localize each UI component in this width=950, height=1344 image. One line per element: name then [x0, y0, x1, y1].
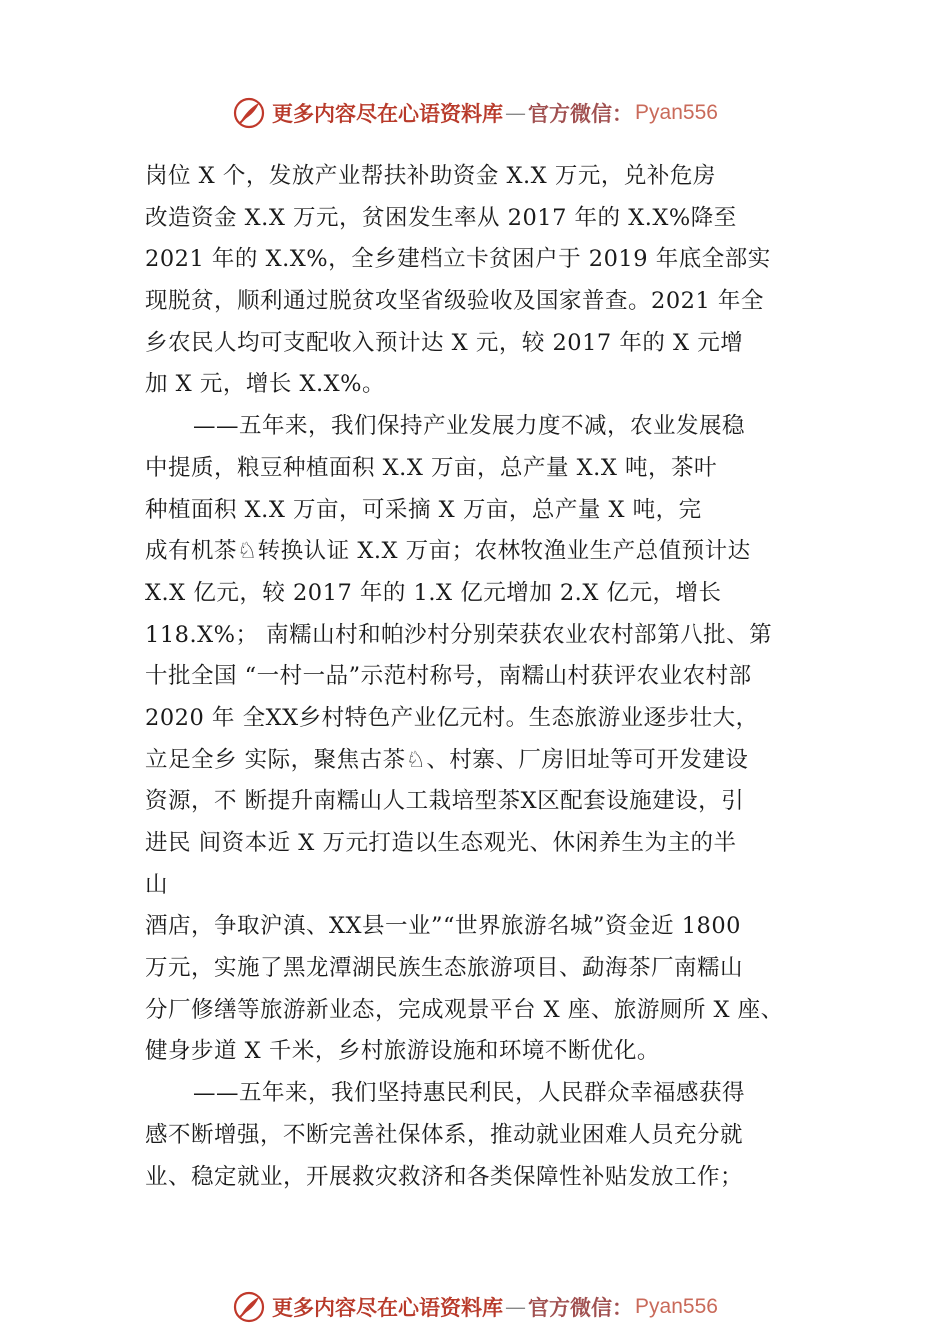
text-line: 感不断增强，不断完善社保体系，推动就业困难人员充分就	[145, 1121, 744, 1148]
text-line: 山	[145, 871, 169, 898]
text-line: 十批全国 “一村一品”示范村称号，南糯山村获评农业农村部	[145, 663, 752, 690]
text-line: 资源，不 断提升南糯山人工栽培型茶X区配套设施建设，引	[145, 788, 745, 815]
text-line: 2021 年的 X.X%，全乡建档立卡贫困户于 2019 年底全部实	[145, 246, 771, 273]
text-line: 改造资金 X.X 万元，贫困发生率从 2017 年的 X.X%降至	[145, 204, 737, 231]
text-line: 成有机茶♘转换认证 X.X 万亩；农林牧渔业生产总值预计达	[145, 538, 751, 565]
text-line: 岗位 X 个，发放产业帮扶补助资金 X.X 万元，兑补危房	[145, 163, 716, 189]
text-line: 乡农民人均可支配收入预计达 X 元，较 2017 年的 X 元增	[145, 329, 744, 356]
feather-quill-logo-icon	[232, 96, 266, 130]
watermark-dash: —	[505, 101, 527, 125]
watermark-main-text: 更多内容尽在心语资料库	[272, 101, 504, 126]
document-body	[145, 156, 835, 1198]
text-line: 万元，实施了黑龙潭湖民族生态旅游项目、勐海茶厂南糯山	[145, 955, 744, 982]
watermark-wechat-id: Pyan556	[635, 101, 718, 124]
text-line: 酒店，争取沪滇、XX县一业”“世界旅游名城”资金近 1800	[145, 913, 741, 940]
watermark-main-text: 更多内容尽在心语资料库	[272, 1295, 504, 1320]
watermark-wechat-id: Pyan556	[635, 1295, 718, 1318]
paragraph-start-line: ——五年来，我们坚持惠民利民，人民群众幸福感获得	[193, 1080, 746, 1107]
text-line: 进民 间资本近 X 万元打造以生态观光、休闲养生为主的半	[145, 830, 737, 856]
feather-quill-logo-icon	[232, 1290, 266, 1324]
text-line: 分厂修缮等旅游新业态，完成观景平台 X 座、旅游厕所 X 座、	[145, 996, 784, 1023]
text-line: 118.X%； 南糯山村和帕沙村分别荣获农业农村部第八批、第	[145, 621, 773, 648]
text-line: 中提质，粮豆种植面积 X.X 万亩，总产量 X.X 吨，茶叶	[145, 454, 717, 481]
text-line: 业、稳定就业，开展救灾救济和各类保障性补贴发放工作；	[145, 1163, 744, 1190]
paragraph-start-line: ——五年来，我们保持产业发展力度不减，农业发展稳	[193, 413, 746, 440]
watermark-wechat-label: 官方微信：	[528, 101, 634, 126]
text-line: X.X 亿元，较 2017 年的 1.X 亿元增加 2.X 亿元，增长	[145, 579, 722, 606]
text-line: 2020 年 全XX乡村特色产业亿元村。生态旅游业逐步壮大，	[145, 704, 759, 731]
footer-watermark	[0, 1290, 950, 1324]
text-line: 种植面积 X.X 万亩，可采摘 X 万亩，总产量 X 吨，完	[145, 496, 702, 523]
header-watermark	[0, 96, 950, 130]
text-line: 健身步道 X 千米，乡村旅游设施和环境不断优化。	[145, 1038, 660, 1065]
watermark-wechat-label: 官方微信：	[528, 1295, 634, 1320]
text-line: 立足全乡 实际，聚焦古茶♘、村寨、厂房旧址等可开发建设	[145, 746, 749, 773]
text-line: 加 X 元，增长 X.X%。	[145, 371, 386, 398]
text-line: 现脱贫，顺利通过脱贫攻坚省级验收及国家普查。2021 年全	[145, 288, 764, 315]
watermark-dash: —	[505, 1295, 527, 1319]
